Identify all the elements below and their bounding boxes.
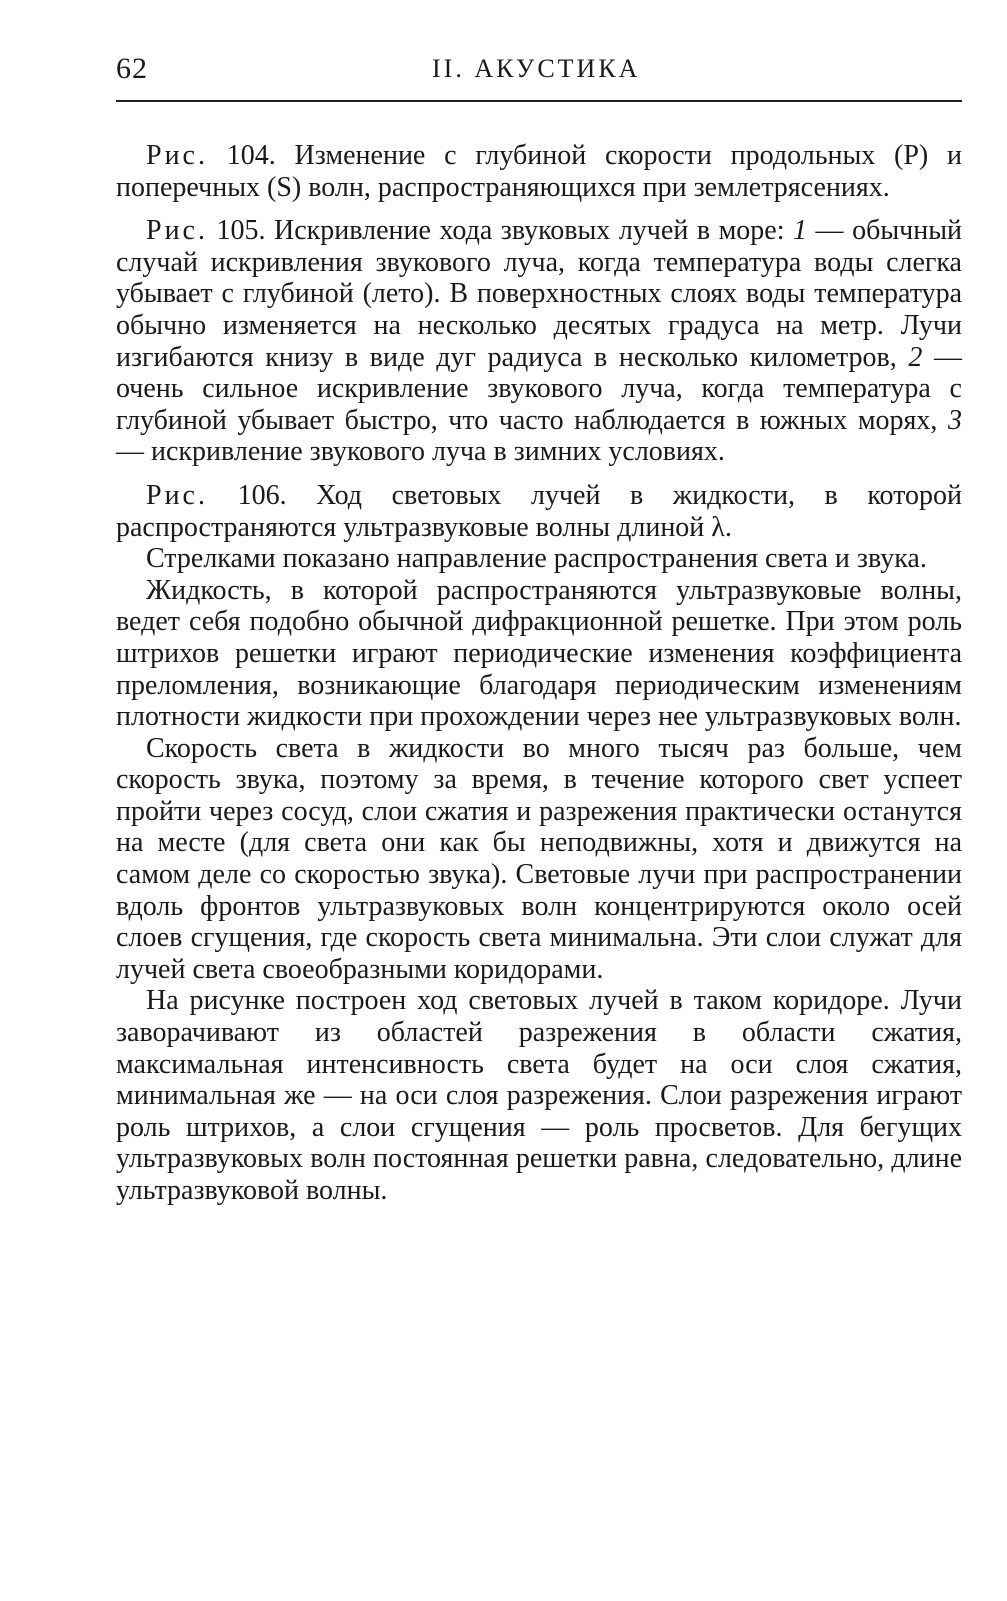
page-body xyxy=(116,140,962,1207)
caption-text: 104. Изменение с глубиной скорости продольных (P) и поперечных (S) волн, распространяющихся при землетрясениях. xyxy=(116,140,962,203)
item-number: 2 xyxy=(908,341,923,373)
page-header xyxy=(116,52,962,98)
caption-fig-105 xyxy=(116,215,962,468)
caption-intro: 105. Искривление хода звуковых лучей в море: xyxy=(207,215,794,247)
caption-label: Рис. xyxy=(146,479,208,511)
page-number: 62 xyxy=(116,52,148,85)
caption-label: Рис. xyxy=(146,140,208,171)
header-rule xyxy=(116,100,962,102)
caption-fig-106 xyxy=(116,480,962,543)
caption-part: — очень сильное искривление звукового луча, когда температура с глубиной убывает быстро, что часто наблюдается в южных морях, xyxy=(116,341,962,436)
caption-fig-104 xyxy=(116,140,962,203)
caption-part: — искривление звукового луча в зимних условиях. xyxy=(116,436,725,468)
caption-text: 106. Ход световых лучей в жидкости, в которой распространяются ультразвуковые волны длиной λ. xyxy=(116,479,962,543)
caption-part: — обычный случай искривления звукового луча, когда температура воды слегка убывает с глубиной (лето). В поверхностных слоях воды температура обычно изменяется на несколько десятых градуса на метр. Лучи изгибаются книзу в виде дуг радиуса в несколько километров, xyxy=(116,215,963,373)
item-number: 1 xyxy=(793,215,808,247)
body-paragraph: На рисунке построен ход световых лучей в таком коридоре. Лучи заворачивают из областей разрежения в области сжатия, максимальная интенсивность света будет на оси слоя сжатия, минимальная же — на оси слоя разрежения. Слои разрежения играют роль штрихов, а слои сгущения — роль просветов. Для бегущих ультразвуковых волн постоянная решетки равна, следовательно, длине ультразвуковой волны. xyxy=(116,985,962,1206)
item-number: 3 xyxy=(948,404,962,436)
caption-label: Рис. xyxy=(146,215,208,247)
body-paragraph: Скорость света в жидкости во много тысяч раз больше, чем скорость звука, поэтому за время, в течение которого свет успеет пройти через сосуд, слои сжатия и разрежения практически останутся на месте (для света они как бы неподвижны, хотя и движутся на самом деле со скоростью звука). Световые лучи при распространении вдоль фронтов ультразвуковых волн концентрируются около осей слоев сгущения, где скорость света минимальна. Эти слои служат для лучей света своеобразными коридорами. xyxy=(116,732,962,985)
body-paragraph: Жидкость, в которой распространяются ультразвуковые волны, ведет себя подобно обычной дифракционной решетке. При этом роль штрихов решетки играют периодические изменения коэффициента преломления, возникающие благодаря периодическим изменениям плотности жидкости при прохождении через нее ультразвуковых волн. xyxy=(116,574,962,733)
running-head: II. АКУСТИКА xyxy=(432,54,641,83)
body-paragraph: Стрелками показано направление распространения света и звука. xyxy=(146,543,927,575)
